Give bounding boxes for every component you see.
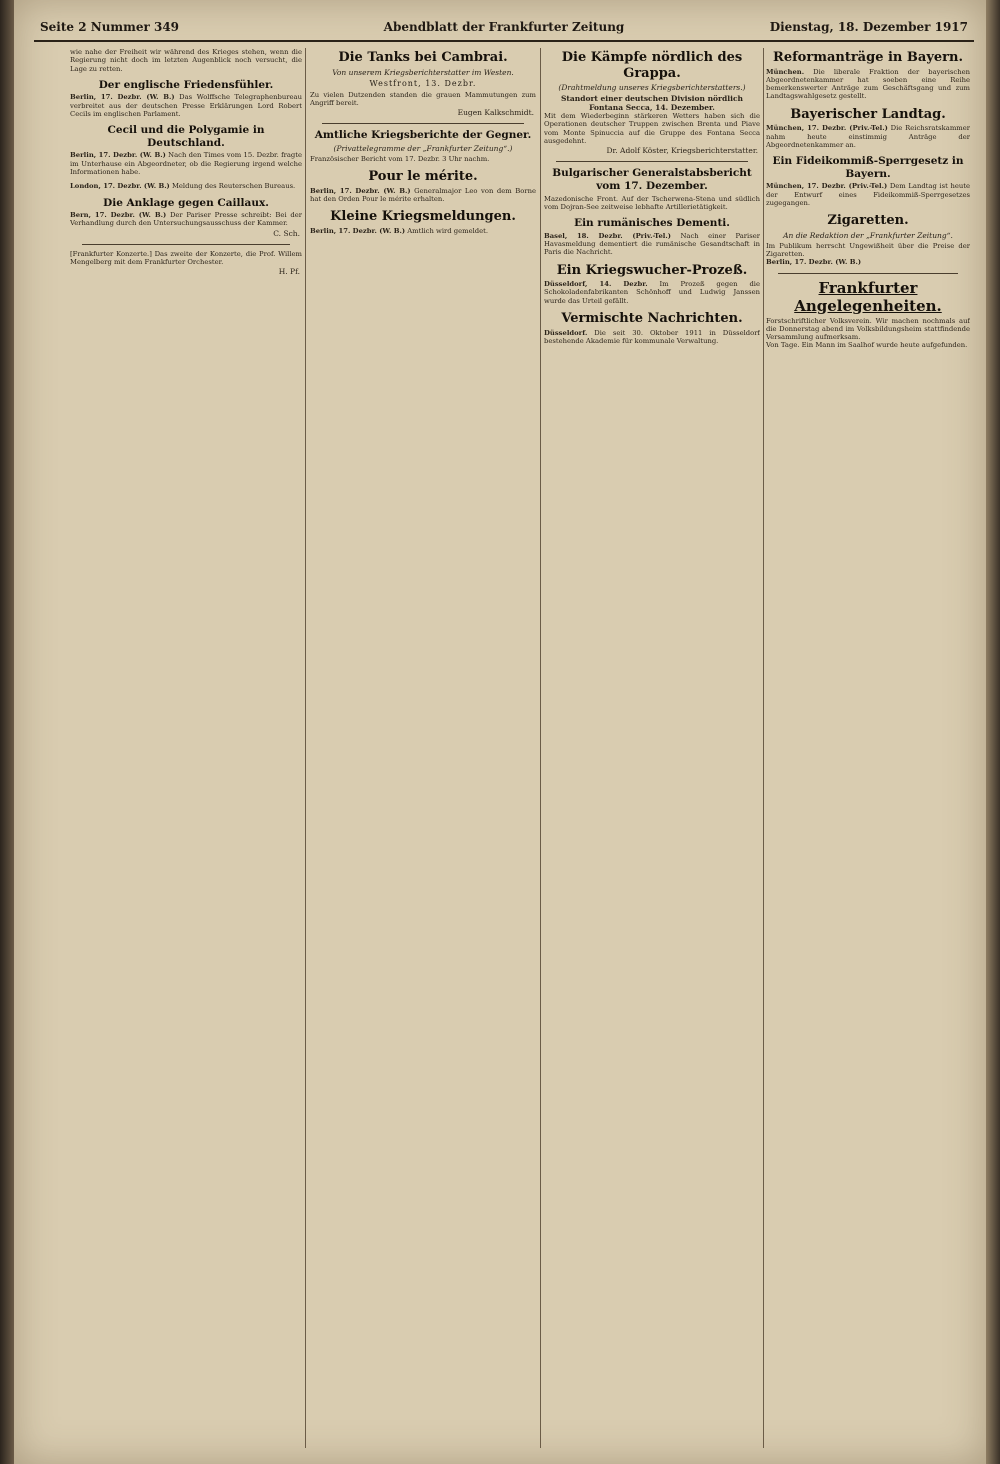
article-title: Die Kämpfe nördlich des Grappa. (561, 50, 743, 81)
article-rumaenisches-dementi (544, 217, 760, 256)
article-body (70, 93, 302, 118)
page-header (34, 18, 974, 42)
article-lead (70, 48, 302, 73)
author-signature: Dr. Adolf Köster, Kriegsberichterstatter. (606, 146, 758, 156)
article-body (310, 155, 536, 163)
article-body (70, 182, 302, 190)
article-friedensfuehler (70, 79, 302, 118)
article-text: Der Pariser Presse schreibt: Bei der Verhandlung durch den Untersuchungsausschuss der Kammer. (70, 211, 302, 228)
column-rule (540, 48, 541, 1448)
article-body (70, 250, 302, 267)
dateline: Basel, 18. Dezbr. (Priv.-Tel.) (544, 231, 671, 240)
separator (778, 273, 958, 274)
article-subtitle: An die Redaktion der „Frankfurter Zeitung“. (783, 230, 953, 240)
article-text: Im Prozeß gegen die Schokoladenfabrikanten Schönhoff und Ludwig Janssen wurde das Urteil gefällt. (544, 280, 760, 305)
article-body (70, 151, 302, 176)
article-text: Mit dem Wiederbeginn stärkeren Wetters haben sich die Operationen deutscher Truppen zwischen Brenta und Piave vom Monte Spinuccia auf die Gruppe des Fontana Secca ausgedehnt. (544, 112, 760, 146)
article-body (766, 317, 970, 350)
article-title: Cecil und die Polygamie in Deutschland. (107, 124, 265, 149)
article-text: Nach den Times vom 15. Dezbr. fragte im Unterhause ein Abgeordneter, ob die Regierung irgend welche Informationen habe. (70, 151, 302, 177)
separator (82, 244, 290, 245)
dateline: Berlin, 17. Dezbr. (W. B.) (310, 186, 411, 195)
author-signature: Eugen Kalkschmidt. (457, 108, 534, 118)
article-title: Zigaretten. (827, 213, 909, 229)
page-number: Seite 2 Nummer 349 (40, 20, 180, 34)
article-grappa (544, 50, 760, 155)
article-title: Vermischte Nachrichten. (561, 310, 743, 326)
article-polygamie (70, 124, 302, 176)
author-signature: C. Sch. (273, 228, 300, 238)
article-text: Im Publikum herrscht Ungewißheit über die Preise der Zigaretten. (766, 241, 970, 259)
article-title: Die Tanks bei Cambrai. (338, 50, 508, 65)
column-rule (305, 48, 306, 1448)
newspaper-page (14, 0, 986, 1464)
article-body (70, 48, 302, 73)
article-text: Von Tage. Ein Mann im Saalhof wurde heute aufgefunden. (766, 341, 968, 350)
article-title: Kleine Kriegsmeldungen. (330, 209, 516, 225)
article-reformantraege (766, 50, 970, 101)
article-kleine-kriegsmeldungen (310, 209, 536, 235)
article-body (766, 124, 970, 149)
dateline: Düsseldorf. (544, 328, 588, 337)
author-signature: H. Pf. (278, 267, 300, 277)
article-kriegswucher (544, 263, 760, 305)
article-text: Meldung des Reuterschen Bureaus. (171, 182, 296, 191)
article-text: Zu vielen Dutzenden standen die grauen Mammutungen zum Angriff bereit. (310, 90, 536, 107)
article-text: Die seit 30. Oktober 1911 in Düsseldorf bestehende Akademie für kommunale Verwaltung. (544, 328, 760, 345)
article-body (544, 280, 760, 305)
article-body (544, 232, 760, 257)
binding-shadow-left (0, 0, 14, 1464)
section-title: Frankfurter Angelegenheiten. (794, 278, 942, 315)
article-body (310, 91, 536, 108)
dateline: München, 17. Dezbr. (Priv.-Tel.) (766, 182, 888, 191)
article-bayerischer-landtag (766, 107, 970, 149)
article-title: Amtliche Kriegsberichte der Gegner. (314, 129, 532, 142)
article-text: Die liberale Fraktion der bayerischen Abgeordnetenkammer hat soeben eine Reihe bemerkenswerter Anträge zum Geschäftsgang und zum Landtagswahlgesetz gestellt. (766, 67, 970, 101)
article-body (544, 329, 760, 346)
dateline: Berlin, 17. Dezbr. (W. B.) (70, 93, 175, 102)
article-title: Reformanträge in Bayern. (773, 50, 963, 65)
column-2 (310, 48, 536, 1448)
separator (556, 161, 748, 162)
article-bulgarischer-bericht (544, 167, 760, 211)
column-1 (70, 48, 302, 1448)
dateline: Berlin, 17. Dezbr. (W. B.) (70, 151, 166, 160)
issue-date: Dienstag, 18. Dezember 1917 (769, 20, 968, 34)
separator (322, 123, 524, 124)
dateline: Standort einer deutschen Division nördlich Fontana Secca, 14. Dezember. (561, 94, 743, 113)
article-title: Bulgarischer Generalstabsbericht vom 17. Dezember. (552, 167, 752, 192)
article-body (544, 195, 760, 212)
column-4 (766, 48, 970, 1448)
article-frankfurter-angelegenheiten (766, 279, 970, 350)
dateline: Düsseldorf, 14. Dezbr. (544, 280, 648, 289)
article-vermischte-nachrichten (544, 311, 760, 345)
article-title: Ein Fideikommiß-Sperrgesetz in Bayern. (772, 155, 964, 180)
article-text: Französischer Bericht vom 17. Dezbr. 3 Uhr nachm. (310, 154, 490, 163)
article-text: Das Wolffsche Telegraphenbureau verbreitet aus der deutschen Presse Erklärungen Lord Robert Cecils im englischen Parlament. (70, 93, 302, 118)
article-title: Bayerischer Landtag. (790, 106, 946, 122)
article-tanks (310, 50, 536, 117)
article-fideikommiss (766, 155, 970, 207)
binding-shadow-right (986, 0, 1000, 1464)
dateline: Westfront, 13. Dezbr. (369, 78, 477, 88)
article-body (310, 187, 536, 204)
article-body (544, 112, 760, 145)
article-title: Ein rumänisches Dementi. (574, 217, 730, 230)
article-pour-le-merite (310, 169, 536, 203)
article-text: Nach einer Pariser Havasmeldung dementiert die rumänische Gesandtschaft in Paris die Nachricht. (544, 231, 760, 257)
dateline: Bern, 17. Dezbr. (W. B.) (70, 211, 167, 220)
article-title: Die Anklage gegen Caillaux. (103, 196, 269, 209)
article-text: Dem Landtag ist heute der Entwurf eines Fideikommiß-Sperrgesetzes zugegangen. (766, 182, 970, 207)
article-body (70, 211, 302, 228)
dateline: London, 17. Dezbr. (W. B.) (70, 182, 170, 191)
article-text: Forstschriftlicher Volksverein. Wir machen nochmals auf die Donnerstag abend im Volksbildungsheim stattfindende Versammlung aufmerksam. (766, 316, 970, 342)
article-zigaretten (766, 213, 970, 266)
masthead: Abendblatt der Frankfurter Zeitung (383, 20, 625, 34)
article-kriegsberichte (310, 129, 536, 163)
article-text: wie nahe der Freiheit wir während des Krieges stehen, wenn die Regierung nicht doch im letzten Augenblick noch versucht, die Lage zu retten. (70, 48, 302, 73)
article-caillaux (70, 197, 302, 238)
article-title: Pour le mérite. (368, 169, 478, 185)
dateline: Berlin, 17. Dezbr. (W. B.) (766, 258, 862, 267)
dateline: München, 17. Dezbr. (Priv.-Tel.) (766, 124, 888, 133)
article-text: Amtlich wird gemeldet. (407, 226, 489, 235)
article-body (310, 227, 536, 235)
article-subtitle: (Drahtmeldung unseres Kriegsberichterstatters.) (558, 83, 746, 93)
article-body (766, 182, 970, 207)
article-subtitle: (Privattelegramme der „Frankfurter Zeitung“.) (333, 143, 513, 153)
column-3 (544, 48, 760, 1448)
article-text: Die Reichsratskammer nahm heute einstimmig Anträge der Abgeordnetenkammer an. (766, 124, 970, 149)
article-konzerte (70, 250, 302, 277)
article-body (766, 242, 970, 267)
article-london (70, 182, 302, 190)
article-subtitle: Von unserem Kriegsberichterstatter im Westen. (332, 67, 514, 77)
dateline: Berlin, 17. Dezbr. (W. B.) (310, 226, 406, 235)
article-text: [Frankfurter Konzerte.] Das zweite der Konzerte, die Prof. Willem Mengelberg mit dem Frankfurter Orchester. (70, 249, 302, 267)
article-body (766, 68, 970, 101)
article-text: Mazedonische Front. Auf der Tscherwena-Stena und südlich vom Dojran-See zeitweise lebhafte Artillerietätigkeit. (544, 194, 760, 211)
column-rule (763, 48, 764, 1448)
article-title: Ein Kriegswucher-Prozeß. (556, 262, 748, 278)
article-title: Der englische Friedensfühler. (98, 78, 274, 91)
dateline: München. (766, 67, 805, 76)
article-text: Generalmajor Leo von dem Borne hat den Orden Pour le mérite erhalten. (310, 186, 536, 203)
